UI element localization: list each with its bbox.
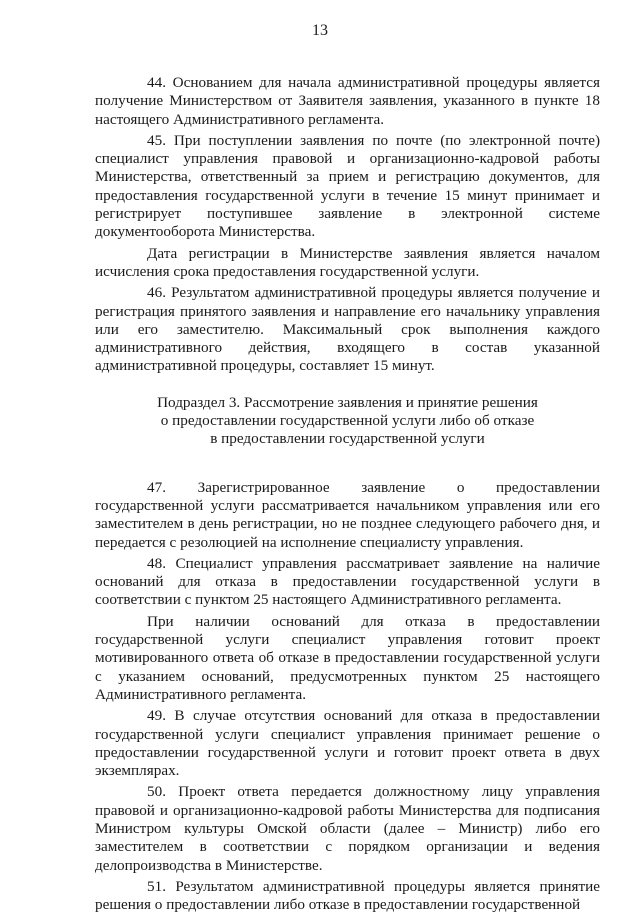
paragraph-48: 48. Специалист управления рассматривает заявление на наличие оснований для отказа в предоставлении государственной услуги в соответствии с пунктом 25 настоящего Административного регламента. — [95, 554, 600, 609]
paragraph-51: 51. Результатом административной процедуры является принятие решения о предоставлении либо отказе в предоставлении государственной — [95, 877, 600, 914]
document-body — [95, 74, 600, 914]
paragraph-registration-date: Дата регистрации в Министерстве заявления является началом исчисления срока предоставления государственной услуги. — [95, 244, 600, 280]
page-number: 13 — [312, 22, 328, 39]
section-heading-line-2: о предоставлении государственной услуги либо об отказе — [160, 412, 535, 430]
paragraph-46: 46. Результатом административной процедуры является получение и регистрация принятого заявления и направление его начальнику управления или его заместителю. Максимальный срок выполнения каждого административного действия, входящего в состав указанной административной процедуры, составляет 15 минут. — [95, 284, 600, 375]
paragraph-44: 44. Основанием для начала административной процедуры является получение Министерством от Заявителя заявления, указанного в пункте 18 настоящего Административного регламента. — [95, 74, 600, 128]
paragraph-50: 50. Проект ответа передается должностному лицу управления правовой и организационно-кадровой работы Министерства для подписания Министром культуры Омской области (далее – Министр) либо его заместителем в соответствии с порядком организации и ведения делопроизводства в Министерстве. — [95, 783, 600, 874]
paragraph-49: 49. В случае отсутствия оснований для отказа в предоставлении государственной услуги специалист управления принимает решение о предоставлении государственной услуги и готовит проект ответа в двух экземплярах. — [95, 707, 600, 780]
section-heading-line-1: Подраздел 3. Рассмотрение заявления и принятие решения — [157, 393, 538, 411]
paragraph-refusal-grounds: При наличии оснований для отказа в предоставлении государственной услуги специалист управления готовит проект мотивированного ответа об отказе в предоставлении государственной услуги с указанием оснований, предусмотренных пунктом 25 настоящего Административного регламента. — [95, 612, 600, 703]
paragraph-45: 45. При поступлении заявления по почте (по электронной почте) специалист управления правовой и организационно-кадровой работы Министерства, ответственный за прием и регистрацию документов, для предоставления государственной услуги в течение 15 минут принимает и регистрирует поступившее заявление в электронной системе документооборота Министерства. — [95, 131, 600, 241]
section-heading — [95, 394, 600, 449]
section-heading-line-3: в предоставлении государственной услуги — [210, 430, 485, 448]
paragraph-47: 47. Зарегистрированное заявление о предоставлении государственной услуги рассматривается начальником управления или его заместителем в день регистрации, но не позднее следующего рабочего дня, и передается с резолюцией на исполнение специалисту управления. — [95, 478, 600, 551]
